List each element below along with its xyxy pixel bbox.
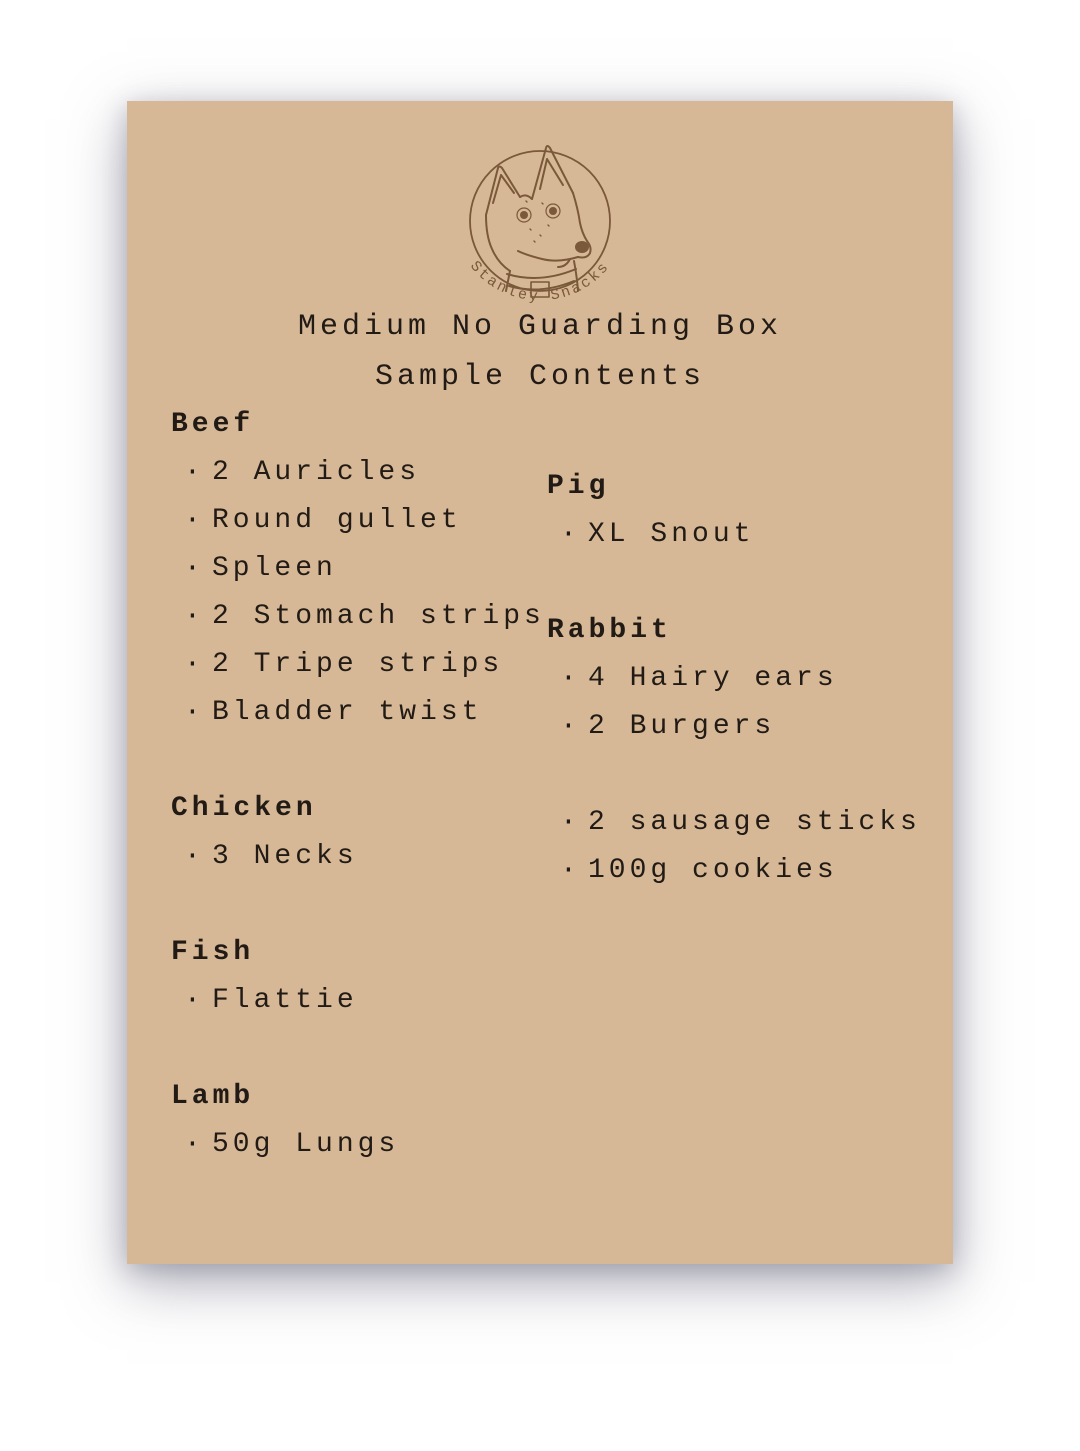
item-text: Bladder twist xyxy=(212,697,483,728)
menu-section xyxy=(171,929,545,1025)
bullet-icon: · xyxy=(184,457,201,488)
item-text: Spleen xyxy=(212,553,337,584)
item-text: 3 Necks xyxy=(212,841,358,872)
menu-section xyxy=(547,463,921,559)
item-text: 2 Tripe strips xyxy=(212,649,504,680)
list-item xyxy=(171,833,545,881)
list-item xyxy=(171,689,545,737)
list-item xyxy=(171,1121,545,1169)
list-item xyxy=(171,497,545,545)
bullet-icon: · xyxy=(560,855,577,886)
menu-section xyxy=(171,401,545,737)
list-item xyxy=(171,977,545,1025)
bullet-icon: · xyxy=(184,601,201,632)
section-header: Beef xyxy=(171,409,255,440)
list-item xyxy=(547,511,921,559)
bullet-icon: · xyxy=(184,985,201,1016)
item-text: XL Snout xyxy=(588,519,755,550)
section-header: Lamb xyxy=(171,1081,255,1112)
bullet-icon: · xyxy=(560,663,577,694)
bullet-icon: · xyxy=(184,505,201,536)
item-text: Round gullet xyxy=(212,505,462,536)
list-item xyxy=(547,799,921,847)
section-header: Rabbit xyxy=(547,615,672,646)
title-block xyxy=(127,302,953,402)
bullet-icon: · xyxy=(184,697,201,728)
bullet-icon: · xyxy=(560,807,577,838)
list-item xyxy=(171,545,545,593)
menu-section xyxy=(171,1073,545,1169)
menu-section xyxy=(171,785,545,881)
bullet-icon: · xyxy=(184,649,201,680)
item-text: 2 Burgers xyxy=(588,711,776,742)
section-header: Pig xyxy=(547,471,610,502)
dog-head-icon xyxy=(430,141,650,313)
item-text: 2 sausage sticks xyxy=(588,807,921,838)
logo-caption: Stanley Snacks xyxy=(466,257,614,306)
list-item xyxy=(547,655,921,703)
section-header: Fish xyxy=(171,937,255,968)
list-item xyxy=(547,847,921,895)
bullet-icon: · xyxy=(184,841,201,872)
item-text: Flattie xyxy=(212,985,358,1016)
page-title-line2: Sample Contents xyxy=(374,360,706,394)
flyer-card xyxy=(127,101,953,1264)
list-item xyxy=(171,593,545,641)
list-item xyxy=(171,449,545,497)
item-text: 50g Lungs xyxy=(212,1129,400,1160)
list-item xyxy=(171,641,545,689)
section-header: Chicken xyxy=(171,793,317,824)
right-column xyxy=(547,463,921,895)
item-text: 4 Hairy ears xyxy=(588,663,838,694)
item-text: 100g cookies xyxy=(588,855,838,886)
bullet-icon: · xyxy=(560,519,577,550)
menu-section xyxy=(547,799,921,895)
bullet-icon: · xyxy=(560,711,577,742)
menu-section xyxy=(547,607,921,751)
bullet-icon: · xyxy=(184,553,201,584)
stanley-snacks-logo xyxy=(430,141,650,318)
list-item xyxy=(547,703,921,751)
page-title-line1: Medium No Guarding Box xyxy=(297,310,783,344)
item-text: 2 Auricles xyxy=(212,457,421,488)
bullet-icon: · xyxy=(184,1129,201,1160)
left-column xyxy=(171,401,545,1169)
item-text: 2 Stomach strips xyxy=(212,601,545,632)
